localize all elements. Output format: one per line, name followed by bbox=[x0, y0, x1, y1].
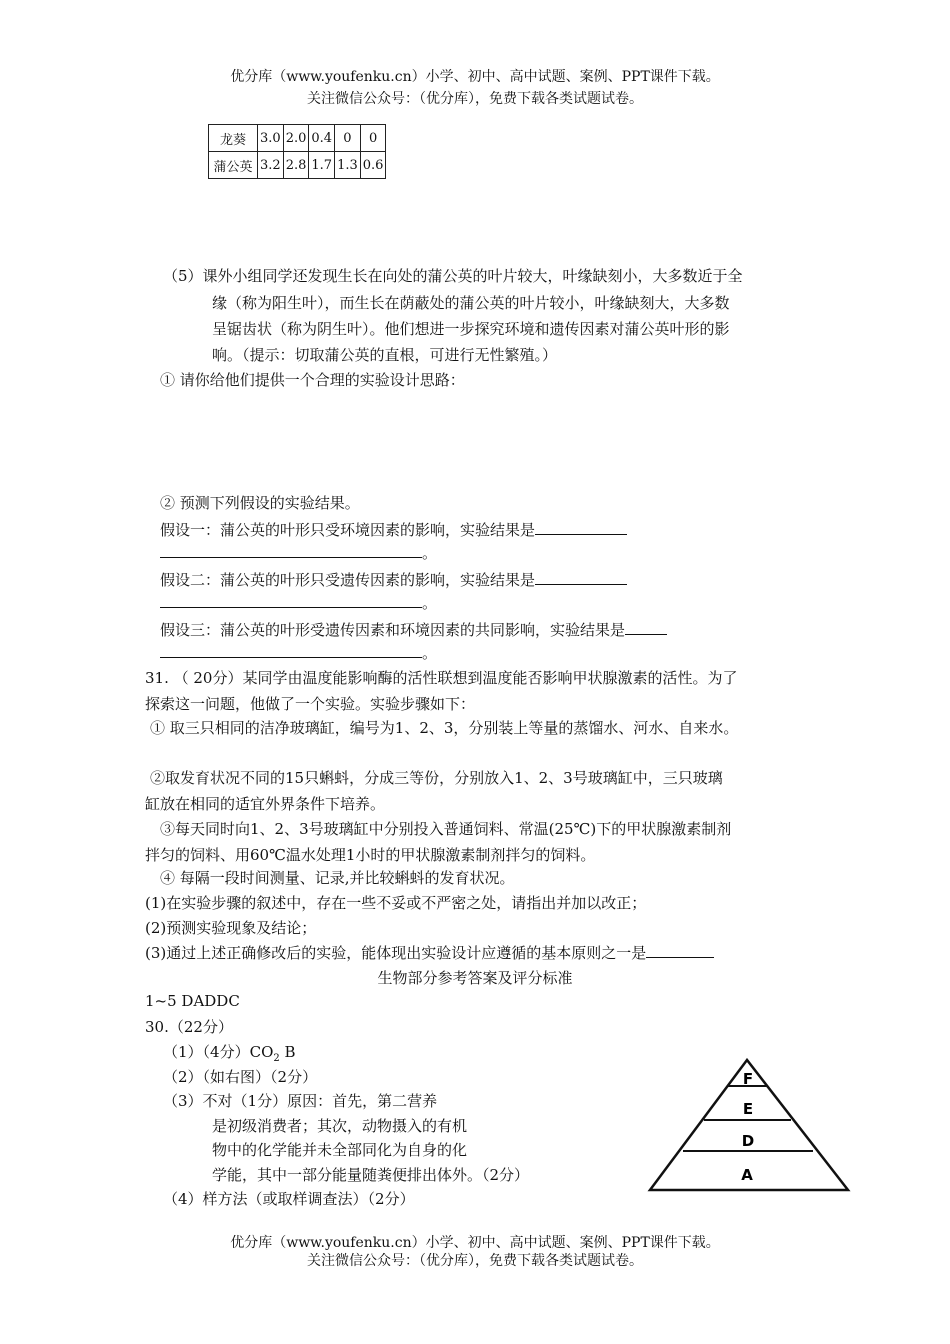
hypothesis-2-text: 假设二：蒲公英的叶形只受遗传因素的影响，实验结果是 bbox=[160, 571, 536, 589]
cell: 0 bbox=[335, 125, 361, 152]
q5-line-2: 缘（称为阳生叶），而生长在荫蔽处的蒲公英的叶片较小，叶缘缺刻大，大多数 bbox=[212, 294, 730, 312]
hypothesis-1 bbox=[160, 518, 627, 540]
answer-blank[interactable] bbox=[625, 618, 667, 635]
pyramid-level-label: A bbox=[741, 1166, 753, 1184]
answer-blank[interactable] bbox=[160, 591, 422, 608]
energy-pyramid bbox=[640, 1052, 855, 1197]
answer-blank[interactable] bbox=[160, 641, 422, 658]
cell: 3.2 bbox=[258, 152, 284, 179]
hypothesis-3-text: 假设三：蒲公英的叶形受遗传因素和环境因素的共同影响，实验结果是 bbox=[160, 621, 626, 639]
q5-line-3: 呈锯齿状（称为阴生叶）。他们想进一步探究环境和遗传因素对蒲公英叶形的影 bbox=[212, 320, 730, 338]
q31-step-3b: 拌匀的饲料、用60℃温水处理1小时的甲状腺激素制剂拌匀的饲料。 bbox=[145, 846, 596, 864]
row-name: 龙葵 bbox=[209, 125, 258, 152]
period: 。 bbox=[422, 544, 438, 562]
table-row bbox=[209, 152, 386, 179]
q31-line-1: 31. （ 20分）某同学由温度能影响酶的活性联想到温度能否影响甲状腺激素的活性。为了 bbox=[145, 669, 738, 687]
answer-30-4: （4）样方法（或取样调查法）（2分） bbox=[163, 1190, 415, 1208]
q5-sub-1: ① 请你给他们提供一个合理的实验设计思路： bbox=[160, 371, 465, 389]
hypothesis-2 bbox=[160, 568, 627, 590]
footer-line-2: 关注微信公众号：（优分库），免费下载各类试题试卷。 bbox=[307, 1253, 643, 1269]
hypothesis-2-cont bbox=[160, 591, 437, 613]
answer-30-2: （2）（如右图）（2分） bbox=[163, 1068, 318, 1086]
answer-30-title: 30.（22分） bbox=[145, 1018, 233, 1036]
q31-part-1: (1)在实验步骤的叙述中，存在一些不妥或不严密之处，请指出并加以改正； bbox=[145, 894, 647, 912]
hypothesis-3 bbox=[160, 618, 667, 640]
q5-line-4: 响。（提示：切取蒲公英的直根，可进行无性繁殖。） bbox=[212, 346, 558, 364]
q31-step-2b: 缸放在相同的适宜外界条件下培养。 bbox=[145, 795, 386, 813]
data-table bbox=[208, 124, 386, 179]
period: 。 bbox=[422, 644, 438, 662]
answers-title: 生物部分参考答案及评分标准 bbox=[377, 969, 573, 987]
period: 。 bbox=[422, 594, 438, 612]
cell: 2.8 bbox=[283, 152, 309, 179]
q5-sub-2: ② 预测下列假设的实验结果。 bbox=[160, 494, 360, 512]
table-row bbox=[209, 125, 386, 152]
pyramid-level-label: E bbox=[742, 1100, 754, 1118]
answer-blank[interactable] bbox=[535, 518, 627, 535]
subscript: 2 bbox=[273, 1053, 280, 1064]
hypothesis-1-cont bbox=[160, 541, 437, 563]
footer-line-1: 优分库（www.youfenku.cn）小学、初中、高中试题、案例、PPT课件下载。 bbox=[230, 1235, 720, 1251]
answer-30-3c: 物中的化学能并未全部同化为自身的化 bbox=[212, 1141, 468, 1159]
q31-part-3 bbox=[145, 941, 714, 963]
q31-step-2a: ②取发育状况不同的15只蝌蚪，分成三等份，分别放入1、2、3号玻璃缸中，三只玻璃 bbox=[150, 769, 723, 787]
header-line-2: 关注微信公众号：（优分库），免费下载各类试题试卷。 bbox=[307, 91, 643, 107]
cell: 3.0 bbox=[258, 125, 284, 152]
answer-30-1-text: （1）（4分）CO bbox=[163, 1043, 274, 1061]
q31-step-3a: ③每天同时向1、2、3号玻璃缸中分别投入普通饲料、常温(25℃)下的甲状腺激素制剂 bbox=[160, 820, 732, 838]
cell: 0 bbox=[360, 125, 386, 152]
q31-step-1: ① 取三只相同的洁净玻璃缸，编号为1、2、3，分别装上等量的蒸馏水、河水、自来水。 bbox=[150, 719, 739, 737]
row-name: 蒲公英 bbox=[209, 152, 258, 179]
cell: 2.0 bbox=[283, 125, 309, 152]
cell: 0.6 bbox=[360, 152, 386, 179]
q31-line-2: 探索这一问题，他做了一个实验。实验步骤如下： bbox=[145, 695, 476, 713]
cell: 0.4 bbox=[309, 125, 335, 152]
answer-30-3d: 学能，其中一部分能量随粪便排出体外。（2分） bbox=[212, 1166, 530, 1184]
cell: 1.3 bbox=[335, 152, 361, 179]
answer-30-1-post: B bbox=[279, 1043, 296, 1061]
pyramid-level-label: F bbox=[742, 1070, 754, 1088]
q31-part-3-text: (3)通过上述正确修改后的实验，能体现出实验设计应遵循的基本原则之一是 bbox=[145, 944, 647, 962]
answer-blank[interactable] bbox=[646, 941, 714, 958]
hypothesis-1-text: 假设一：蒲公英的叶形只受环境因素的影响，实验结果是 bbox=[160, 521, 536, 539]
q5-line-1: （5）课外小组同学还发现生长在向处的蒲公英的叶片较大，叶缘缺刻小，大多数近于全 bbox=[163, 267, 743, 285]
header-line-1: 优分库（www.youfenku.cn）小学、初中、高中试题、案例、PPT课件下载。 bbox=[230, 69, 720, 85]
cell: 1.7 bbox=[309, 152, 335, 179]
pyramid-level-label: D bbox=[741, 1132, 755, 1150]
answer-blank[interactable] bbox=[160, 541, 422, 558]
q31-step-4: ④ 每隔一段时间测量、记录,并比较蝌蚪的发育状况。 bbox=[160, 869, 515, 887]
hypothesis-3-cont bbox=[160, 641, 437, 663]
answer-30-1 bbox=[163, 1041, 296, 1064]
answer-blank[interactable] bbox=[535, 568, 627, 585]
answer-30-3a: （3）不对（1分）原因：首先，第二营养 bbox=[163, 1092, 438, 1110]
q31-part-2: (2)预测实验现象及结论； bbox=[145, 919, 317, 937]
answer-1-5: 1~5 DADDC bbox=[145, 992, 240, 1010]
answer-30-3b: 是初级消费者；其次，动物摄入的有机 bbox=[212, 1117, 468, 1135]
